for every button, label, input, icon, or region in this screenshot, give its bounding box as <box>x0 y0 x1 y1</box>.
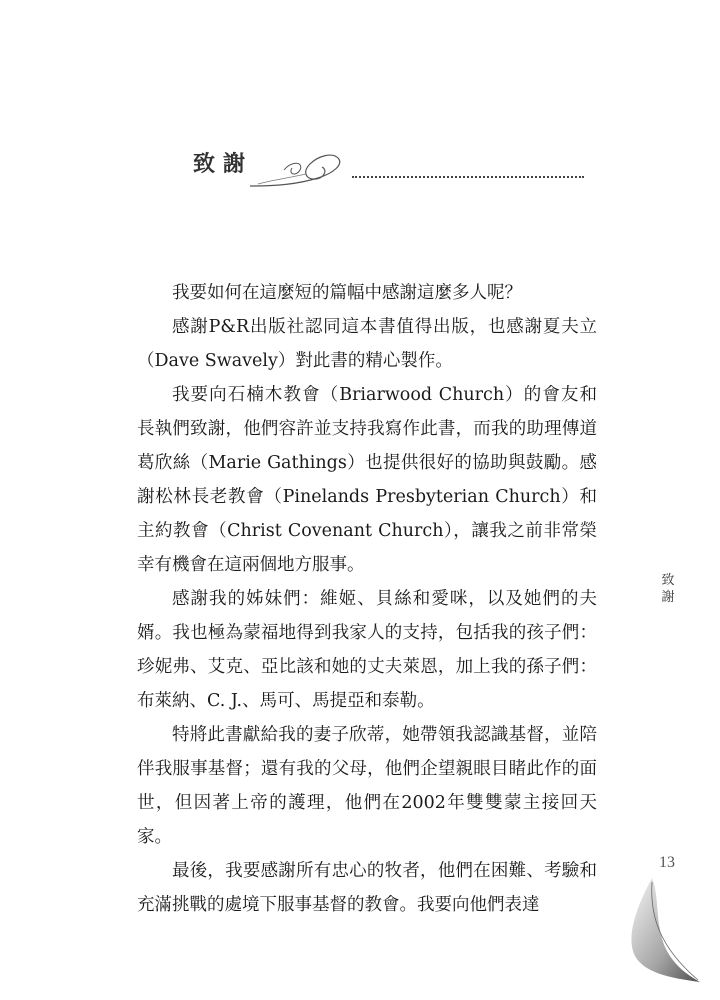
leaf-ornament-icon <box>608 874 708 984</box>
paragraph: 我要向石楠木教會（Briarwood Church）的會友和長執們致謝，他們容許並支持我寫作此書，而我的助理傳道葛欣絲（Marie Gathings）也提供很好的協助與鼓勵。感謝松林長老教會（Pinelands Presbyterian Church）和主約教會（Christ Covenant Church），讓我之前非常榮幸有機會在這兩個地方服事。 <box>137 385 597 575</box>
paragraph: 感謝我的姊妹們：維姬、貝絲和愛咪，以及她們的夫婿。我也極為蒙福地得到我家人的支持，包括我的孩子們：珍妮弗、艾克、亞比該和她的丈夫萊恩，加上我的孫子們：布萊納、C. J.、馬可、馬提亞和泰勒。 <box>137 589 597 711</box>
chapter-title: 致謝 <box>193 151 254 177</box>
body-text <box>137 276 597 922</box>
title-dotted-rule <box>352 176 584 178</box>
side-chapter-tab: 致謝 <box>661 573 675 605</box>
paragraph: 特將此書獻給我的妻子欣蒂，她帶領我認識基督，並陪伴我服事基督；還有我的父母，他們企望親眼目睹此作的面世，但因著上帝的護理，他們在2002年雙雙蒙主接回天家。 <box>137 725 597 847</box>
flourish-ornament-icon <box>248 150 348 190</box>
paragraph: 感謝P&R出版社認同這本書值得出版，也感謝夏夫立（Dave Swavely）對此書的精心製作。 <box>137 317 597 371</box>
paragraph: 我要如何在這麼短的篇幅中感謝這麼多人呢？ <box>172 283 522 303</box>
paragraph: 最後，我要感謝所有忠心的牧者，他們在困難、考驗和充滿挑戰的處境下服事基督的教會。我要向他們表達 <box>137 861 597 915</box>
page-number: 13 <box>659 854 675 871</box>
